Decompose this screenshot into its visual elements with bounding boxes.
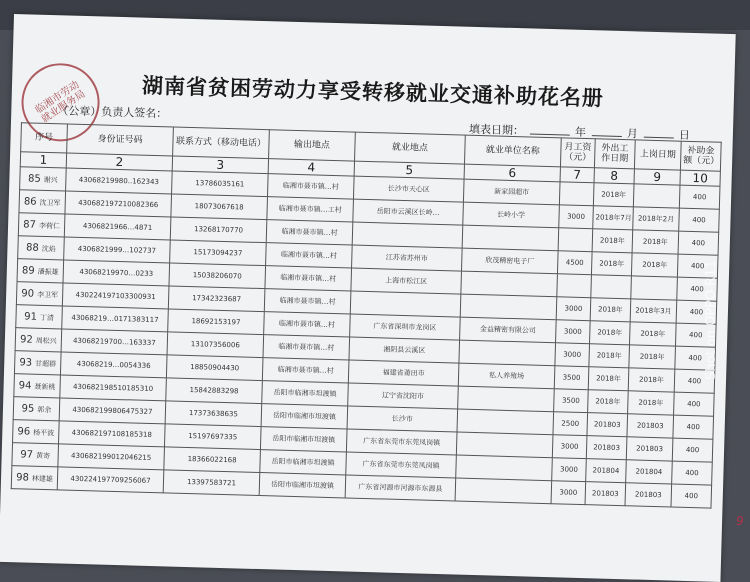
start-cell: 201803 (626, 437, 673, 461)
origin-cell: 岳阳市临湘市坦渡镇 (260, 427, 347, 452)
out-date-cell: 2018年7月 (593, 206, 634, 230)
serial-name-cell (13, 397, 60, 421)
out-date-cell: 2018年 (592, 229, 633, 253)
amount-cell: 400 (672, 461, 713, 485)
phone-cell: 18850904430 (166, 355, 263, 381)
phone-cell: 15842883298 (166, 378, 263, 404)
amount-cell: 400 (673, 415, 714, 439)
employer-cell (456, 432, 553, 458)
header-cell: 上岗日期 (634, 140, 681, 170)
wage-cell (557, 274, 592, 298)
page-mark: 9 (736, 514, 744, 528)
place-cell: 广东省东莞市东莞凤岗镇 (346, 452, 457, 478)
serial-name-cell (17, 259, 64, 283)
amount-cell: 400 (679, 208, 720, 232)
year-blank (529, 133, 569, 135)
header-cell: 就业单位名称 (464, 135, 561, 167)
out-date-cell: 2018年 (589, 344, 630, 368)
phone-cell: 13397583721 (163, 470, 260, 496)
serial-name-cell (18, 213, 65, 237)
serial-name-cell (11, 466, 58, 490)
id-cell: 43068219700…163337 (61, 329, 168, 355)
start-cell: 2018年 (630, 322, 677, 346)
wage-cell: 3000 (559, 205, 594, 229)
start-cell (631, 276, 678, 300)
id-cell: 430682199012046215 (58, 444, 165, 470)
origin-cell: 临湘市聂市镇…村 (264, 312, 351, 337)
amount-cell: 400 (675, 346, 716, 370)
wage-cell: 2500 (553, 412, 588, 436)
origin-cell: 临湘市聂市镇…村 (267, 174, 354, 199)
serial-name-cell (18, 236, 65, 260)
employer-cell: 私人养殖场 (458, 363, 555, 389)
origin-cell: 岳阳市临湘市坦渡镇 (261, 404, 348, 429)
place-cell: 广东省东莞市东莞凤岗镇 (346, 429, 457, 455)
employer-cell (460, 294, 557, 320)
id-cell: 43068219970…0233 (63, 260, 170, 286)
day-label: 日 (678, 128, 691, 142)
out-date-cell: 201803 (586, 436, 627, 460)
header-cell: 就业地点 (355, 132, 466, 164)
serial-name-cell (14, 351, 61, 375)
wage-cell: 3000 (555, 343, 590, 367)
phone-cell: 15197697335 (164, 424, 261, 450)
column-number: 3 (172, 156, 268, 174)
amount-cell: 400 (677, 254, 718, 278)
serial-number: 85 (27, 172, 41, 185)
person-name: 郭余 (37, 405, 52, 414)
month-label: 月 (626, 127, 639, 141)
origin-cell: 临湘市聂市镇…村 (266, 220, 353, 245)
column-number: 2 (66, 153, 172, 171)
serial-number: 98 (16, 471, 30, 484)
column-number: 9 (634, 169, 680, 185)
start-cell: 2018年 (628, 368, 675, 392)
header-cell: 外出工作日期 (594, 139, 635, 169)
origin-cell: 临湘市聂市镇…村 (263, 335, 350, 360)
employer-cell (457, 409, 554, 435)
place-cell (352, 222, 463, 248)
header-cell: 月工资（元） (560, 138, 595, 168)
amount-cell: 400 (672, 438, 713, 462)
column-number: 4 (268, 159, 354, 176)
wage-cell (559, 182, 594, 206)
out-date-cell: 2018年 (590, 298, 631, 322)
start-cell: 2018年 (629, 345, 676, 369)
serial-number: 92 (19, 333, 33, 346)
person-name: 丁清 (39, 313, 55, 322)
serial-number: 93 (19, 356, 33, 369)
id-cell: 430682198510185310 (60, 375, 167, 401)
employer-cell: 长岭小学 (463, 202, 560, 228)
serial-name-cell (13, 420, 60, 444)
day-blank (643, 137, 673, 139)
place-cell: 广东省河源市河源市东源县 (345, 475, 456, 501)
camera-watermark: Shot on OPPO R11 (704, 260, 719, 380)
id-cell: 43068219…0054336 (60, 352, 167, 378)
paper-sheet (0, 14, 736, 582)
serial-number: 86 (23, 195, 37, 208)
wage-cell: 3500 (554, 389, 589, 413)
person-name: 李荷仁 (38, 221, 61, 230)
month-blank (591, 135, 621, 137)
serial-name-cell (20, 167, 67, 191)
out-date-cell: 2018年 (588, 390, 629, 414)
person-name: 甘超群 (35, 359, 57, 368)
out-date-cell (591, 275, 632, 299)
roster-body (11, 167, 720, 508)
amount-cell: 400 (676, 300, 717, 324)
serial-name-cell (16, 282, 63, 306)
place-cell: 长沙市天心区 (353, 176, 464, 202)
amount-cell: 400 (679, 185, 720, 209)
wage-cell: 3500 (554, 366, 589, 390)
column-number: 8 (594, 168, 634, 184)
amount-cell: 400 (678, 231, 719, 255)
amount-cell: 400 (675, 323, 716, 347)
place-cell: 辽宁省沈阳市 (348, 383, 459, 409)
employer-cell (456, 455, 553, 481)
serial-number: 89 (21, 264, 35, 277)
column-number: 5 (354, 161, 464, 179)
phone-cell: 18692153197 (168, 309, 265, 335)
person-name: 林建雄 (31, 474, 54, 483)
employer-cell (459, 340, 556, 366)
start-cell: 201803 (627, 414, 674, 438)
employer-cell (462, 225, 559, 251)
id-cell: 430682199806475327 (59, 398, 166, 424)
origin-cell: 岳阳市临湘市坦渡镇 (260, 450, 347, 475)
wage-cell: 4500 (557, 251, 592, 275)
out-date-cell: 201804 (586, 459, 627, 483)
signature-line: （公章）负责人签名： (57, 104, 168, 121)
phone-cell: 18073067618 (171, 194, 268, 220)
stamp-text: 临湘市劳动就业服务局 (33, 79, 88, 126)
employer-cell: 欣茂精密电子厂 (461, 248, 558, 274)
person-name: 谢兴 (43, 175, 58, 184)
wage-cell: 3000 (552, 458, 587, 482)
fill-date-label: 填表日期： (468, 122, 525, 138)
wage-cell: 3000 (556, 297, 591, 321)
phone-cell: 13268170770 (170, 217, 267, 243)
header-cell: 输出地点 (269, 130, 356, 161)
start-cell: 2018年3月 (630, 299, 677, 323)
amount-cell: 400 (677, 277, 718, 301)
phone-cell: 13107356006 (167, 332, 264, 358)
start-cell: 201804 (626, 460, 673, 484)
column-number: 7 (560, 167, 594, 183)
wage-cell: 3000 (556, 320, 591, 344)
origin-cell: 临湘市聂市镇…工村 (267, 197, 354, 222)
serial-number: 94 (18, 379, 32, 392)
id-cell: 430682197108185318 (59, 421, 166, 447)
place-cell: 广东省深圳市龙岗区 (350, 314, 461, 340)
employer-cell (455, 478, 552, 504)
place-cell: 长沙市 (347, 406, 458, 432)
place-cell: 岳阳市云溪区长岭… (353, 199, 464, 225)
start-cell: 2018年 (631, 253, 678, 277)
origin-cell: 岳阳市临湘市坦渡镇 (262, 381, 349, 406)
id-cell: 43068219…0171383117 (62, 306, 169, 332)
start-cell: 2018年 (632, 230, 679, 254)
phone-cell: 13786035161 (172, 171, 269, 197)
serial-name-cell (16, 305, 63, 329)
wage-cell (558, 228, 593, 252)
amount-cell: 400 (674, 392, 715, 416)
column-number: 6 (464, 164, 560, 182)
header-cell: 联系方式（移动电话） (173, 127, 270, 159)
phone-cell: 17342323687 (168, 286, 265, 312)
id-cell: 430224197709256067 (57, 467, 164, 493)
serial-name-cell (14, 374, 61, 398)
out-date-cell: 2018年 (593, 183, 634, 207)
year-label: 年 (574, 125, 587, 140)
out-date-cell: 2018年 (590, 321, 631, 345)
person-name: 潘振雄 (37, 267, 59, 276)
serial-name-cell (19, 190, 66, 214)
id-cell: 43068219980..162343 (66, 168, 173, 194)
serial-name-cell (15, 328, 62, 352)
person-name: 黄寄 (35, 451, 51, 460)
wage-cell: 3000 (551, 481, 586, 505)
out-date-cell: 2018年 (588, 367, 629, 391)
origin-cell: 岳阳市临湘市坦渡镇 (259, 473, 346, 498)
out-date-cell: 2018年 (591, 252, 632, 276)
place-cell: 江苏省苏州市 (352, 245, 463, 271)
origin-cell: 临湘市聂市镇…村 (266, 243, 353, 268)
person-name: 沈焰 (41, 244, 56, 253)
serial-number: 90 (21, 287, 35, 300)
phone-cell: 15038206070 (169, 263, 266, 289)
origin-cell: 临湘市聂市镇…村 (262, 358, 349, 383)
id-cell: 4306821999…102737 (64, 237, 171, 263)
place-cell: 福建省莆田市 (348, 360, 459, 386)
employer-cell (458, 386, 555, 412)
serial-number: 96 (17, 425, 31, 438)
start-cell (633, 184, 680, 208)
person-name: 李卫军 (36, 290, 59, 299)
place-cell (350, 291, 461, 317)
id-cell: 430224197103300931 (62, 283, 169, 309)
employer-cell: 金益精密有限公司 (460, 317, 557, 343)
serial-number: 91 (24, 310, 38, 323)
person-name: 杨平波 (33, 428, 55, 437)
start-cell: 201803 (625, 483, 672, 507)
phone-cell: 17373638635 (165, 401, 262, 427)
serial-number: 97 (20, 448, 34, 461)
person-name: 周松兴 (35, 336, 57, 345)
header-cell: 序号 (21, 123, 68, 153)
origin-cell: 临湘市聂市镇…村 (264, 289, 351, 314)
column-number: 1 (20, 152, 66, 168)
amount-cell: 400 (671, 484, 712, 508)
phone-cell: 15173094237 (170, 240, 267, 266)
serial-number: 88 (25, 241, 39, 254)
place-cell: 上海市松江区 (351, 268, 462, 294)
start-cell: 2018年2月 (633, 207, 680, 231)
person-name: 聂新桃 (34, 382, 56, 391)
out-date-cell: 201803 (585, 482, 626, 506)
amount-cell: 400 (674, 369, 715, 393)
serial-name-cell (12, 443, 59, 467)
person-name: 沈卫军 (39, 198, 61, 207)
column-number: 10 (680, 170, 720, 186)
employer-cell: 新家园超市 (463, 179, 560, 205)
id-cell: 4306821966…4871 (64, 214, 171, 240)
wage-cell: 3000 (552, 435, 587, 459)
origin-cell: 临湘市聂市镇…村 (265, 266, 352, 291)
employer-cell (461, 271, 558, 297)
header-cell: 补助金额（元） (680, 141, 721, 171)
out-date-cell: 201803 (587, 413, 628, 437)
document-title: 湖南省贫困劳动力享受转移就业交通补助花名册 (141, 73, 605, 111)
header-cell: 身份证号码 (67, 124, 174, 156)
start-cell: 2018年 (628, 391, 675, 415)
serial-number: 87 (23, 218, 37, 231)
roster-table (11, 122, 722, 508)
id-cell: 430682197210082366 (65, 191, 172, 217)
phone-cell: 18366022168 (164, 447, 261, 473)
serial-number: 95 (21, 402, 35, 415)
place-cell: 湘阴县云溪区 (349, 337, 460, 363)
